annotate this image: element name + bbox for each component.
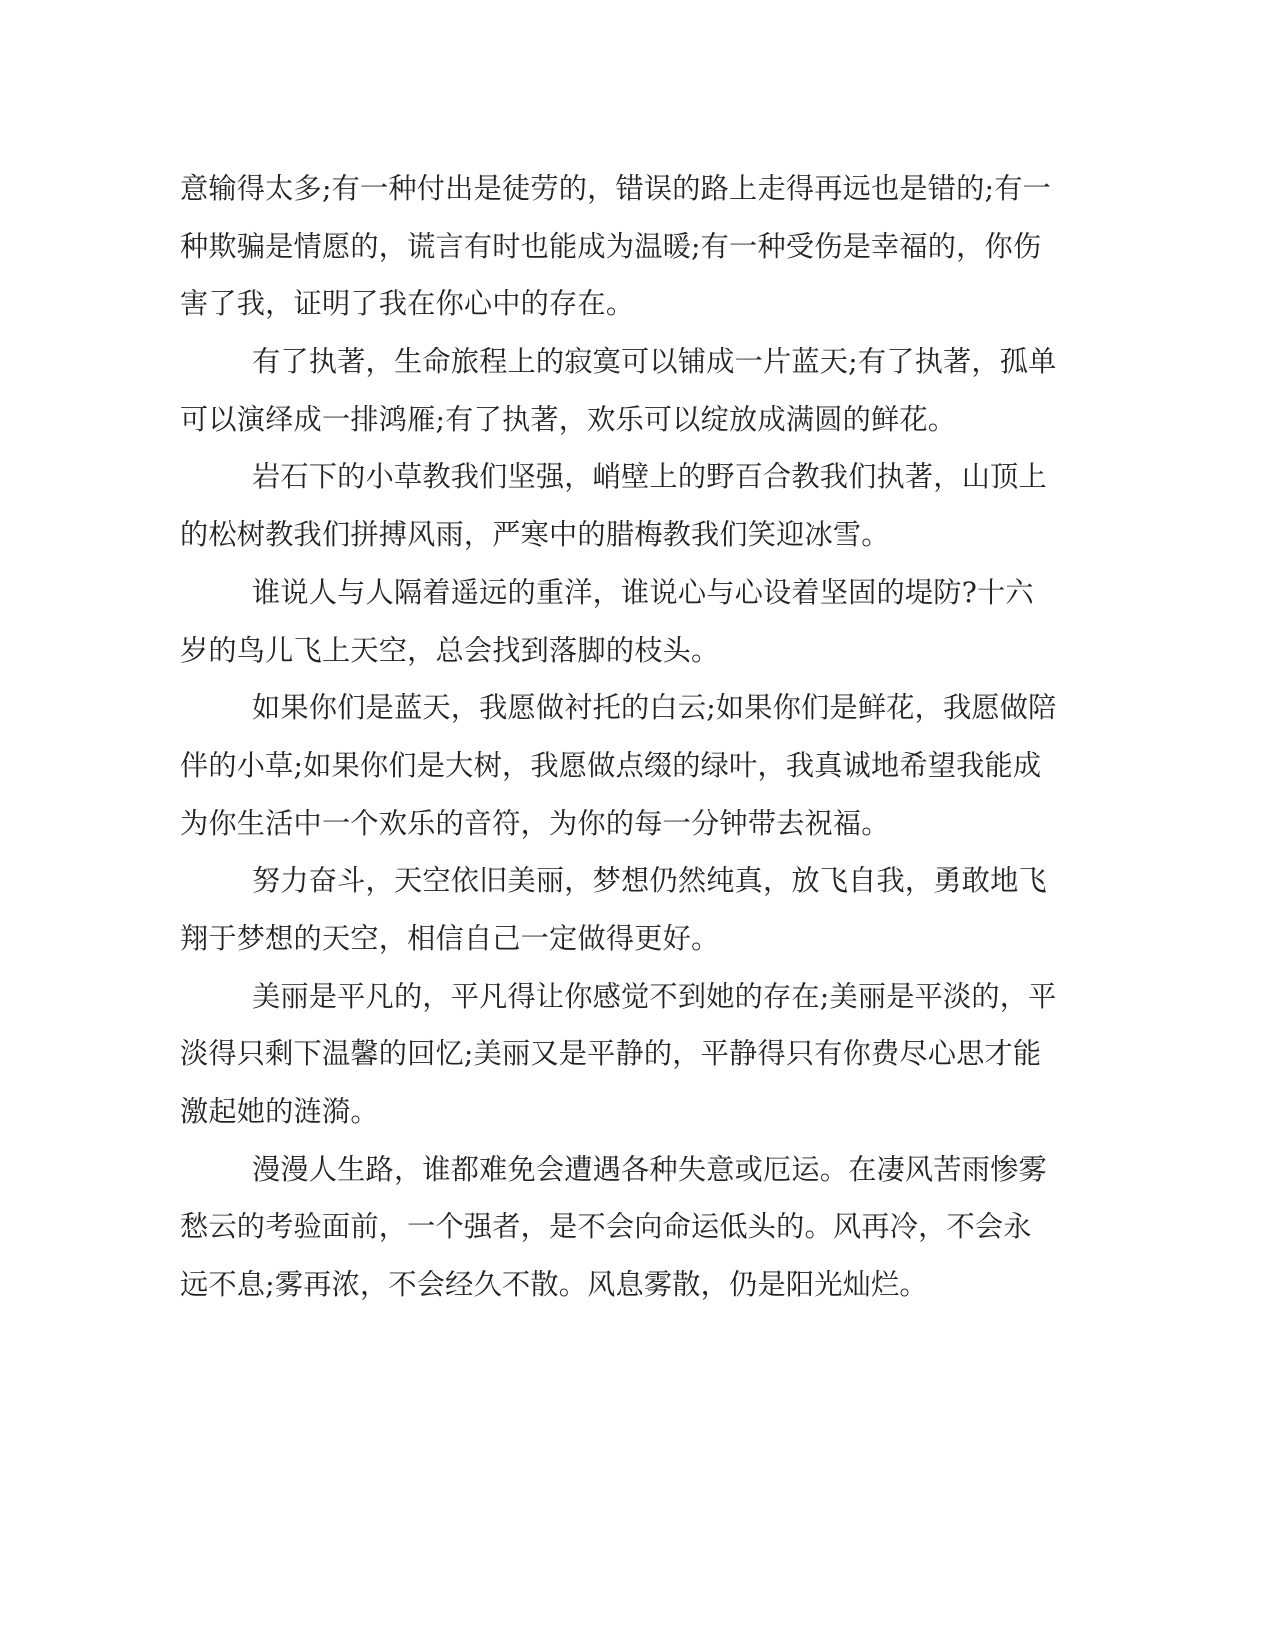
text-line: 意输得太多;有一种付出是徒劳的，错误的路上走得再远也是错的;有一 [180,172,1052,205]
text-line: 愁云的考验面前，一个强者，是不会向命运低头的。风再冷，不会永 [180,1210,1032,1244]
text-line: 的松树教我们拼搏风雨，严寒中的腊梅教我们笑迎冰雪。 [180,518,890,552]
text-line: 激起她的涟漪。 [180,1095,379,1128]
text-line: 漫漫人生路，谁都难免会遭遇各种失意或厄运。在凄风苦雨惨雾 [252,1152,1047,1186]
text-line: 岁的鸟儿飞上天空，总会找到落脚的枝头。 [180,633,720,667]
text-line: 可以演绎成一排鸿雁;有了执著，欢乐可以绽放成满圆的鲜花。 [180,402,957,436]
text-line: 种欺骗是情愿的，谎言有时也能成为温暖;有一种受伤是幸福的，你伤 [180,229,1042,263]
text-line: 美丽是平凡的，平凡得让你感觉不到她的存在;美丽是平淡的，平 [252,979,1057,1013]
text-line: 谁说人与人隔着遥远的重洋，谁说心与心设着坚固的堤防?十六 [252,575,1034,609]
text-line: 为你生活中一个欢乐的音符，为你的每一分钟带去祝福。 [180,806,890,840]
text-line: 淡得只剩下温馨的回忆;美丽又是平静的，平静得只有你费尽心思才能 [180,1037,1042,1071]
text-line: 远不息;雾再浓，不会经久不散。风息雾散，仍是阳光灿烂。 [180,1268,928,1302]
text-line: 翔于梦想的天空，相信自己一定做得更好。 [180,921,720,955]
text-line: 伴的小草;如果你们是大树，我愿做点缀的绿叶，我真诚地希望我能成 [180,748,1042,782]
text-line: 害了我，证明了我在你心中的存在。 [180,287,635,321]
text-line: 如果你们是蓝天，我愿做衬托的白云;如果你们是鲜花，我愿做陪 [252,691,1057,725]
text-line: 努力奋斗，天空依旧美丽，梦想仍然纯真，放飞自我，勇敢地飞 [252,864,1047,898]
text-line: 有了执著，生命旅程上的寂寞可以铺成一片蓝天;有了执著，孤单 [252,345,1057,379]
document-body-text [180,160,1057,1314]
text-line: 岩石下的小草教我们坚强，峭壁上的野百合教我们执著，山顶上 [252,460,1047,494]
